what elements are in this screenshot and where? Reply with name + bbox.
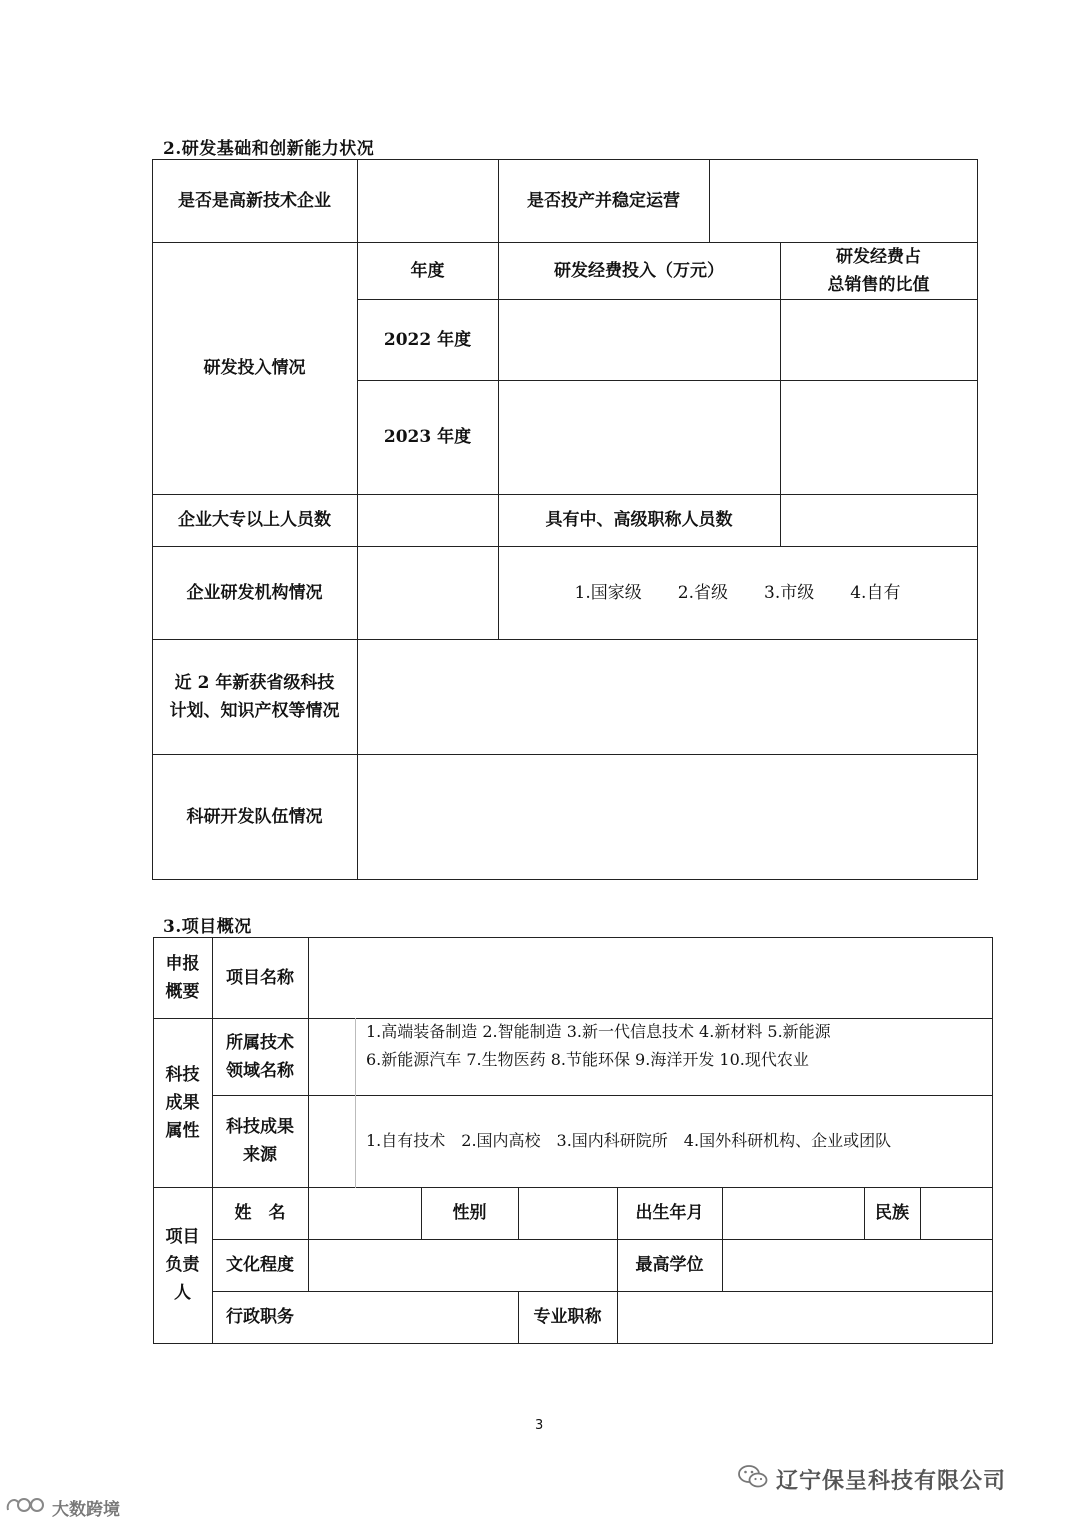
source-label-line2: 来源 [243,1145,277,1165]
titled-staff-input[interactable] [780,494,977,546]
college-staff-input[interactable] [357,494,498,546]
summary-label [153,937,212,1018]
operation-label: 是否投产并稳定运营 [527,190,680,211]
source-label [212,1095,308,1187]
col-ratio-header [780,242,977,299]
watermark-left [4,1494,120,1520]
rd-org-options [498,546,977,639]
project-name-input[interactable] [308,937,992,1018]
titled-staff-label: 具有中、高级职称人员数 [545,510,733,530]
leader-label-line1: 项目 [165,1227,200,1247]
college-staff-label: 企业大专以上人员数 [178,510,331,530]
ratio-2023-input[interactable] [780,380,977,494]
summary-label-line2: 概要 [165,981,200,1002]
rd-org-value[interactable] [357,546,498,639]
high-tech-label: 是否是高新技术企业 [178,190,331,211]
rd-input-label: 研发投入情况 [203,358,306,378]
high-tech-value[interactable] [357,159,498,242]
attr-label-line1: 科技 [165,1064,200,1085]
project-name-label: 项目名称 [226,967,294,988]
col-ratio-header-line1: 研发经费占 [836,246,921,267]
domain-options-line2[interactable]: 6.新能源汽车 7.生物医药 8.节能环保 9.海洋开发 10.现代农业 [366,1050,809,1069]
birth-input[interactable] [722,1187,864,1239]
source-label-line1: 科技成果 [226,1117,294,1137]
degree-input[interactable] [722,1239,992,1291]
section3-title: 3.项目概况 [163,917,252,937]
leader-label [153,1187,212,1343]
ratio-2022-input[interactable] [780,299,977,380]
admin-post-input[interactable] [308,1291,518,1343]
rd-team-label: 科研开发队伍情况 [186,806,323,827]
new-projects-input[interactable] [357,639,977,754]
domain-options [356,1018,992,1095]
attr-label [153,1018,212,1187]
leader-label-line2: 负责 [165,1255,200,1275]
domain-options-line1[interactable]: 1.高端装备制造 2.智能制造 3.新一代信息技术 4.新材料 5.新能源 [366,1022,831,1041]
year-2023-label: 2023 年度 [383,427,472,447]
pro-title-input[interactable] [617,1291,992,1343]
gender-label: 性别 [452,1203,487,1223]
leader-label-line3: 人 [174,1283,191,1303]
ethnicity-input[interactable] [920,1187,992,1239]
watermark-left-text: 大数跨境 [52,1499,120,1520]
rd-org-option-own[interactable]: 4.自有 [850,582,901,603]
watermark-right-text: 辽宁保呈科技有限公司 [776,1468,1007,1494]
ethnicity-label: 民族 [875,1203,909,1223]
pro-title-label: 专业职称 [533,1307,602,1327]
source-options[interactable]: 1.自有技术 2.国内高校 3.国内科研院所 4.国外科研机构、企业或团队 [366,1131,892,1150]
wechat-icon [738,1464,768,1494]
rd-org-option-city[interactable]: 3.市级 [764,582,815,603]
funds-2022-input[interactable] [498,299,780,380]
summary-label-line1: 申报 [165,953,200,974]
rd-org-label: 企业研发机构情况 [186,582,323,603]
domain-label-line1: 所属技术 [226,1032,294,1053]
degree-label: 最高学位 [635,1255,704,1275]
attr-label-line2: 成果 [165,1092,200,1113]
name-label: 姓 名 [234,1203,286,1223]
year-2022-label: 2022 年度 [383,329,472,350]
section2-title: 2.研发基础和创新能力状况 [163,139,375,159]
domain-label [212,1018,308,1095]
brand-logo-icon [4,1494,48,1520]
name-input[interactable] [308,1187,421,1239]
rd-team-input[interactable] [357,754,977,879]
education-input[interactable] [308,1239,617,1291]
new-projects-label [152,639,357,754]
education-label: 文化程度 [226,1255,294,1275]
operation-value[interactable] [709,159,977,242]
domain-label-line2: 领域名称 [226,1060,294,1081]
new-projects-label-line2: 计划、知识产权等情况 [169,700,340,721]
attr-label-line3: 属性 [165,1120,200,1141]
rd-org-option-national[interactable]: 1.国家级 [574,582,642,603]
birth-label: 出生年月 [635,1203,704,1223]
col-funds-header: 研发经费投入（万元） [554,260,724,281]
admin-post-label: 行政职务 [226,1307,294,1327]
col-year-header: 年度 [410,260,445,281]
new-projects-label-line1: 近 2 年新获省级科技 [174,672,335,693]
col-ratio-header-line2: 总销售的比值 [827,274,930,295]
gender-input[interactable] [518,1187,617,1239]
funds-2023-input[interactable] [498,380,780,494]
rd-org-option-provincial[interactable]: 2.省级 [677,582,728,603]
watermark-right [738,1462,1006,1496]
page-number: 3 [535,1418,544,1433]
